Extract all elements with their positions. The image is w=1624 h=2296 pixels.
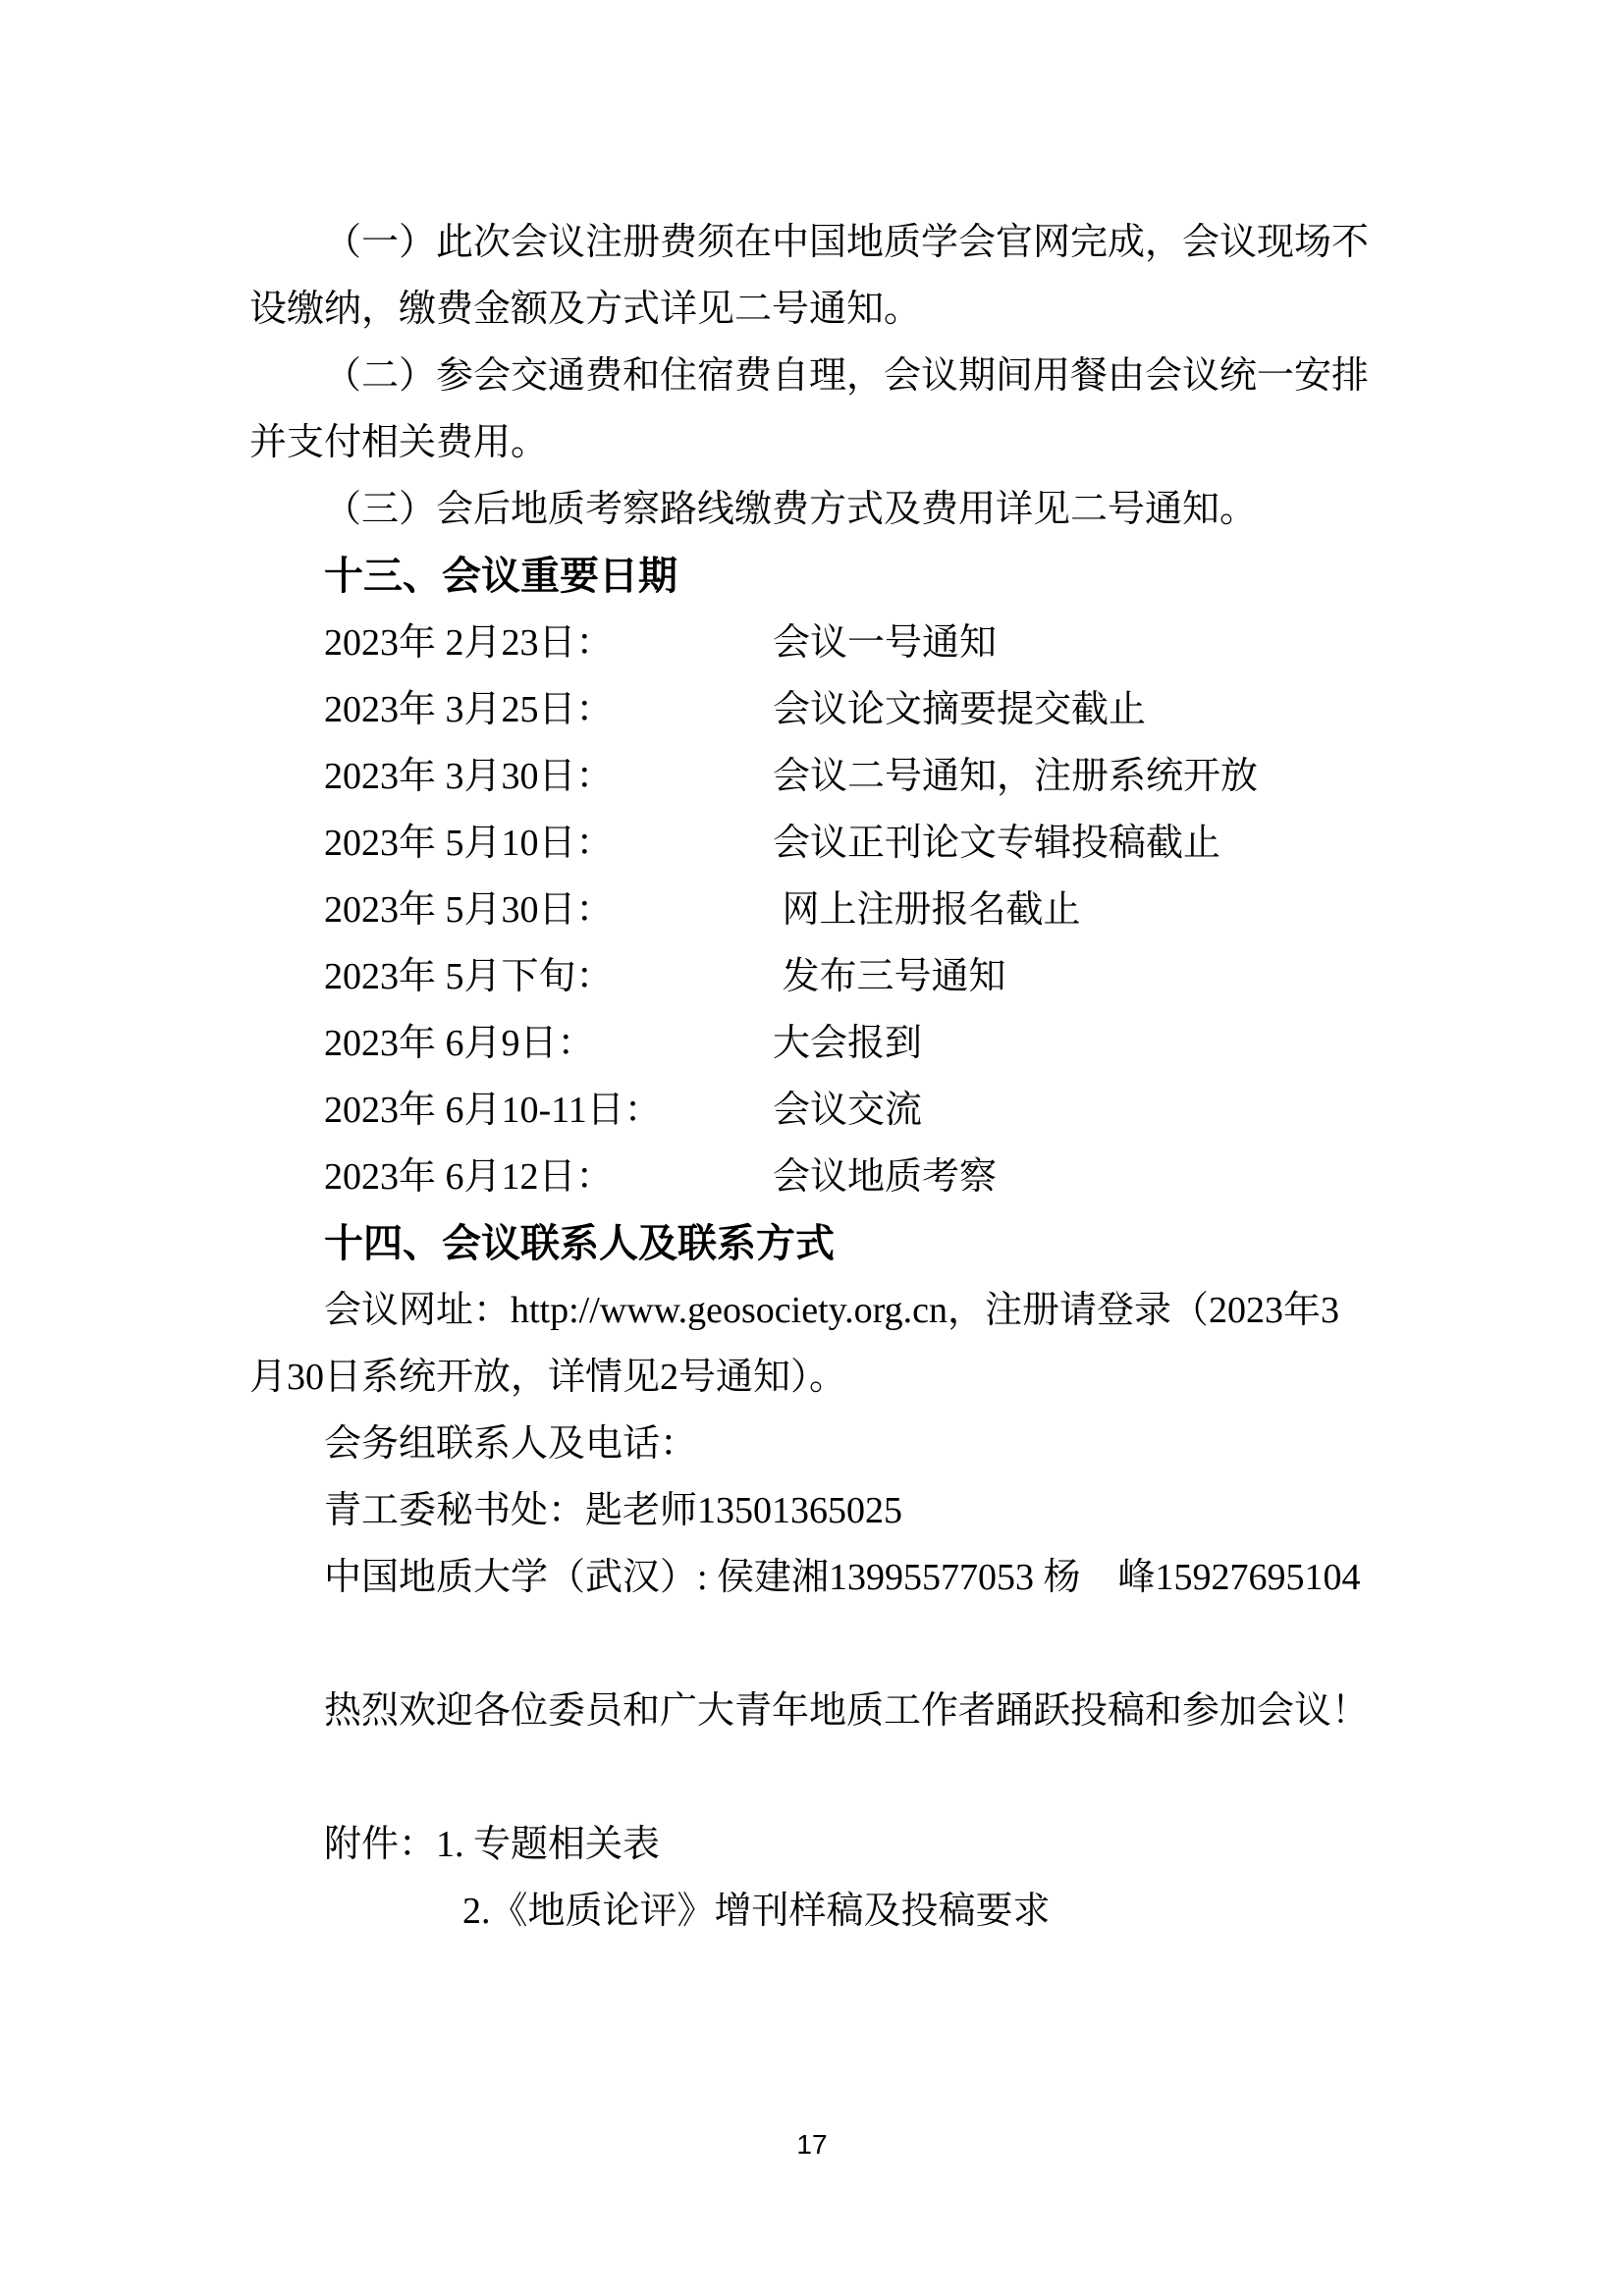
date-row: [249, 1010, 1398, 1077]
date-row: [249, 676, 1398, 743]
date-row: [249, 810, 1398, 877]
date-row: [249, 943, 1398, 1010]
date-row: [249, 1144, 1398, 1210]
date-label: 2023年 3月25日：: [324, 689, 614, 730]
date-event: 会议正刊论文专辑投稿截止: [773, 823, 1221, 864]
paragraph-line: 并支付相关费用。: [249, 422, 549, 463]
attachment-line: 2.《地质论评》增刊样稿及投稿要求: [462, 1891, 1051, 1932]
section-heading: 十三、会议重要日期: [324, 555, 677, 598]
paragraph-line: 青工委秘书处：匙老师13501365025: [324, 1490, 903, 1531]
paragraph-line: （三）会后地质考察路线缴费方式及费用详见二号通知。: [324, 489, 1258, 530]
paragraph-line: 月30日系统开放，详情见2号通知）。: [249, 1357, 847, 1398]
date-event: 网上注册报名截止: [773, 889, 1081, 931]
paragraph-line: 会议网址：http://www.geosociety.org.cn，注册请登录（2023年3: [324, 1290, 1340, 1331]
date-event: 会议论文摘要提交截止: [773, 689, 1147, 730]
date-row: [249, 1077, 1398, 1144]
date-label: 2023年 6月10-11日：: [324, 1090, 662, 1131]
date-event: 会议地质考察: [773, 1156, 998, 1198]
date-label: 2023年 3月30日：: [324, 756, 614, 797]
paragraph-line: （二）参会交通费和住宿费自理，会议期间用餐由会议统一安排: [324, 355, 1370, 397]
document-body: [249, 209, 1398, 1945]
date-event: 大会报到: [773, 1023, 923, 1064]
date-label: 2023年 6月12日：: [324, 1156, 614, 1198]
paragraph-line: 热烈欢迎各位委员和广大青年地质工作者踊跃投稿和参加会议！: [324, 1690, 1370, 1732]
date-label: 2023年 2月23日：: [324, 622, 614, 664]
date-label: 2023年 5月30日：: [324, 889, 614, 931]
paragraph-line: 设缴纳，缴费金额及方式详见二号通知。: [249, 289, 922, 330]
date-event: 会议一号通知: [773, 622, 998, 664]
blank-line: [249, 1611, 1398, 1678]
date-event: 会议二号通知，注册系统开放: [773, 756, 1259, 797]
section-heading: 十四、会议联系人及联系方式: [324, 1222, 835, 1265]
date-row: [249, 610, 1398, 676]
date-label: 2023年 5月10日：: [324, 823, 614, 864]
date-row: [249, 743, 1398, 810]
date-event: 发布三号通知: [773, 956, 1006, 997]
paragraph-line: 会务组联系人及电话：: [324, 1423, 698, 1465]
date-label: 2023年 5月下旬：: [324, 956, 614, 997]
date-label: 2023年 6月9日：: [324, 1023, 595, 1064]
paragraph-line: 附件：1. 专题相关表: [324, 1824, 661, 1865]
blank-line: [249, 1744, 1398, 1811]
page-number: 17: [796, 2129, 828, 2160]
paragraph-line: 中国地质大学（武汉）: 侯建湘13995577053 杨 峰15927695104: [324, 1557, 1361, 1598]
date-event: 会议交流: [773, 1090, 923, 1131]
date-row: [249, 877, 1398, 943]
paragraph-line: （一）此次会议注册费须在中国地质学会官网完成，会议现场不: [324, 222, 1370, 263]
